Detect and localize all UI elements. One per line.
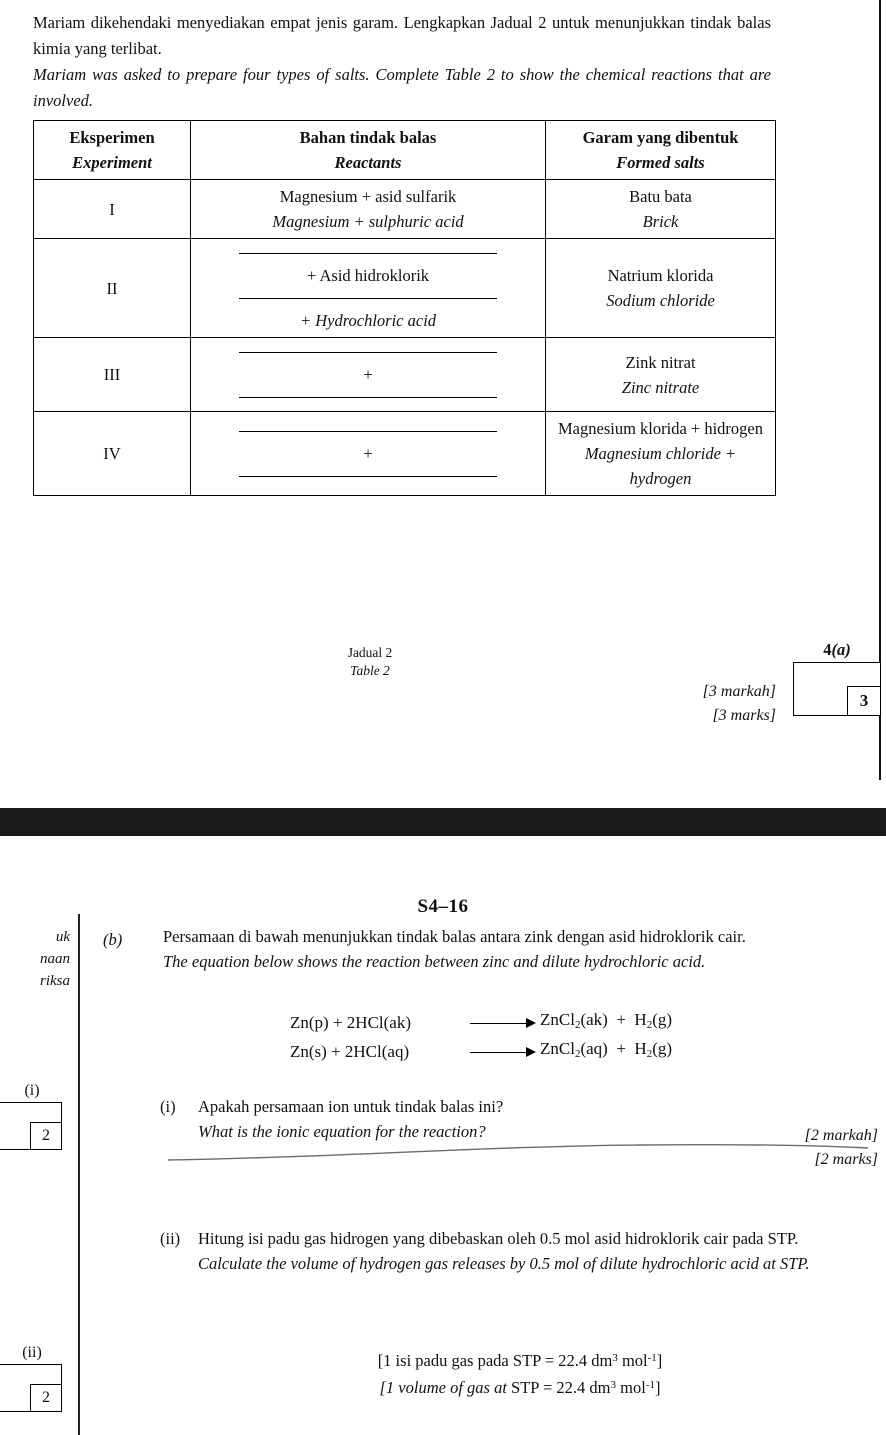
- sub-question-i-number: (i): [160, 1097, 176, 1116]
- left-margin-rule: [78, 914, 80, 1435]
- scanned-page-bottom: [0, 836, 886, 1435]
- cell-experiment: II: [34, 239, 191, 338]
- header-experiment: [34, 121, 191, 180]
- answer-line-svg: [168, 1136, 868, 1166]
- equation-rhs: [540, 1008, 672, 1037]
- caption-malay: Jadual 2: [347, 645, 393, 660]
- answer-writing-line[interactable]: [168, 1136, 868, 1166]
- mark-box-outer-ii[interactable]: [0, 1364, 62, 1412]
- intro-malay: Mariam dikehendaki menyediakan empat jenis garam. Lengkapkan Jadual 2 untuk menunjukkan tindak balas kimia yang terlibat.: [33, 13, 771, 58]
- product-2-subscript: 2: [646, 1048, 653, 1060]
- stp-malay-post: mol: [617, 1351, 648, 1370]
- equation-rhs: [540, 1037, 672, 1066]
- part-label-b: [103, 930, 122, 950]
- part-label-b-text: (b): [103, 930, 123, 949]
- chemical-equations: [290, 1008, 672, 1066]
- margin-mark-box-ii: [0, 1344, 70, 1412]
- reaction-arrow-icon: [470, 1046, 536, 1058]
- equation-lhs: Zn(p) + 2HCl(ak): [290, 1012, 412, 1032]
- sub-question-i-malay: Apakah persamaan ion untuk tindak balas ini?: [198, 1097, 504, 1116]
- sub-question-ii: [160, 1226, 886, 1276]
- cell-experiment: I: [34, 180, 191, 239]
- product-1-subscript: 2: [574, 1048, 581, 1060]
- product-1: ZnCl: [540, 1039, 575, 1058]
- answer-blank-line[interactable]: [239, 397, 497, 398]
- stp-constant-note: [240, 1346, 800, 1400]
- product-1: ZnCl: [540, 1010, 575, 1029]
- table-row: [34, 239, 776, 338]
- stp-english-post: mol: [616, 1378, 646, 1397]
- margin-header-line-3: riksa: [40, 973, 70, 989]
- stp-english-abbrev: STP: [511, 1378, 539, 1397]
- product-2-state: (g): [652, 1010, 673, 1029]
- marks-allocation-top: [703, 680, 776, 728]
- cell-experiment: III: [34, 338, 191, 412]
- marks-english: [3 marks]: [712, 707, 776, 724]
- salt-english: Zinc nitrate: [621, 377, 700, 397]
- part-b-body: [163, 924, 883, 974]
- reactants-english: + Hydrochloric acid: [299, 311, 437, 330]
- salt-malay: Magnesium klorida + hidrogen: [558, 419, 763, 438]
- salt-malay: Zink nitrat: [625, 352, 696, 372]
- product-1-state: (ak): [580, 1010, 608, 1029]
- equation-row-malay: [290, 1008, 672, 1037]
- stp-english-sup: 3: [610, 1379, 617, 1391]
- mark-box-value: 3: [847, 686, 881, 716]
- stp-english-sup2: -1: [645, 1379, 655, 1391]
- mark-box-number: 4: [823, 640, 832, 659]
- page-separator-bar: [0, 808, 886, 836]
- cell-formed-salt: [546, 180, 776, 239]
- header-formed-salts: [546, 121, 776, 180]
- margin-tag-ii: (ii): [22, 1344, 42, 1361]
- header-reactants: [191, 121, 546, 180]
- mark-box-value-i: 2: [30, 1122, 62, 1150]
- cell-reactants: [191, 412, 546, 496]
- sub-question-i-english: What is the ionic equation for the reaction?: [198, 1122, 486, 1141]
- reaction-arrow-icon: [470, 1017, 536, 1029]
- margin-tag-i: (i): [24, 1082, 40, 1099]
- cell-formed-salt: [546, 239, 776, 338]
- equation-row-english: [290, 1037, 672, 1066]
- stp-english-pre: [1 volume of gas at: [379, 1378, 512, 1397]
- part-b-malay: Persamaan di bawah menunjukkan tindak balas antara zink dengan asid hidroklorik cair.: [163, 927, 746, 946]
- stp-english-mid: = 22.4 dm: [538, 1378, 611, 1397]
- reactants-malay: + Asid hidroklorik: [306, 266, 430, 285]
- cell-formed-salt: [546, 338, 776, 412]
- marks-allocation-i: [805, 1124, 878, 1172]
- product-1-subscript: 2: [574, 1019, 581, 1031]
- product-2-subscript: 2: [646, 1019, 653, 1031]
- examiner-margin-header: [0, 926, 70, 992]
- answer-blank-line[interactable]: [239, 352, 497, 353]
- mark-box-outer[interactable]: [793, 662, 881, 716]
- stp-note-malay: [240, 1346, 800, 1373]
- stp-note-english: [240, 1373, 800, 1400]
- mark-box-outer-i[interactable]: [0, 1102, 62, 1150]
- answer-blank-line[interactable]: [239, 476, 497, 477]
- header-salts-english: Formed salts: [616, 153, 705, 172]
- salt-english: Sodium chloride: [606, 291, 715, 310]
- header-experiment-english: Experiment: [72, 153, 152, 172]
- table-row: [34, 412, 776, 496]
- mark-box-value-ii: 2: [30, 1384, 62, 1412]
- caption-english: Table 2: [350, 663, 390, 678]
- header-salts-malay: Garam yang dibentuk: [582, 128, 739, 147]
- cell-reactants: [191, 239, 546, 338]
- reactants-english: Magnesium + sulphuric acid: [272, 212, 464, 231]
- margin-mark-box-i: [0, 1082, 70, 1150]
- mark-box-part: (a): [831, 640, 851, 659]
- cell-reactants: [191, 180, 546, 239]
- equation-plus: +: [616, 1010, 626, 1029]
- equation-lhs: Zn(s) + 2HCl(aq): [290, 1041, 410, 1061]
- equation-plus: +: [616, 1039, 626, 1058]
- table-header-row: [34, 121, 776, 180]
- salts-table: [33, 120, 776, 496]
- reactants-malay: +: [363, 365, 373, 384]
- reactants-malay: Magnesium + asid sulfarik: [279, 187, 457, 206]
- product-2-state: (g): [652, 1039, 673, 1058]
- intro-english: Mariam was asked to prepare four types of salts. Complete Table 2 to show the chemical reactions that are involved.: [33, 65, 771, 110]
- table-row: [34, 180, 776, 239]
- product-1-state: (aq): [580, 1039, 608, 1058]
- cell-experiment: IV: [34, 412, 191, 496]
- answer-blank-line[interactable]: [239, 253, 497, 254]
- page-code: S4–16: [417, 896, 469, 917]
- marks-i-malay: [2 markah]: [804, 1127, 878, 1144]
- reactants-malay: +: [363, 444, 373, 463]
- part-b-english: The equation below shows the reaction between zinc and dilute hydrochloric acid.: [163, 952, 706, 971]
- stp-malay-pre: [1 isi padu gas pada STP = 22.4 dm: [377, 1351, 613, 1370]
- stp-malay-sup2: -1: [647, 1352, 657, 1364]
- salt-english: Brick: [642, 212, 679, 231]
- answer-blank-line[interactable]: [239, 431, 497, 432]
- stp-english-end: ]: [654, 1378, 661, 1397]
- stp-malay-end: ]: [656, 1351, 663, 1370]
- product-2: H: [634, 1010, 647, 1029]
- sub-question-ii-malay: Hitung isi padu gas hidrogen yang dibebaskan oleh 0.5 mol asid hidroklorik cair pada STP.: [198, 1229, 799, 1248]
- sub-question-ii-english: Calculate the volume of hydrogen gas releases by 0.5 mol of dilute hydrochloric acid at STP.: [198, 1254, 810, 1273]
- marks-malay: [3 markah]: [702, 683, 776, 700]
- cell-reactants: [191, 338, 546, 412]
- product-2: H: [634, 1039, 647, 1058]
- salt-malay: Natrium klorida: [607, 266, 714, 285]
- margin-header-line-1: uk: [55, 929, 70, 945]
- marks-i-english: [2 marks]: [814, 1151, 878, 1168]
- header-reactants-english: Reactants: [334, 153, 402, 172]
- table-row: [34, 338, 776, 412]
- sub-question-ii-number: (ii): [160, 1229, 181, 1248]
- answer-blank-line[interactable]: [239, 298, 497, 299]
- stp-malay-sup: 3: [612, 1352, 618, 1364]
- cell-formed-salt: [546, 412, 776, 496]
- intro-text-block: [33, 10, 771, 114]
- header-experiment-malay: Eksperimen: [69, 128, 155, 147]
- mark-box-label: [793, 640, 881, 660]
- salt-malay: Batu bata: [629, 187, 692, 206]
- header-reactants-malay: Bahan tindak balas: [299, 128, 437, 147]
- margin-header-line-2: naan: [40, 951, 70, 967]
- examiner-mark-box-4a: [793, 640, 881, 716]
- table-caption: [0, 644, 740, 680]
- salt-english: Magnesium chloride + hydrogen: [584, 444, 737, 488]
